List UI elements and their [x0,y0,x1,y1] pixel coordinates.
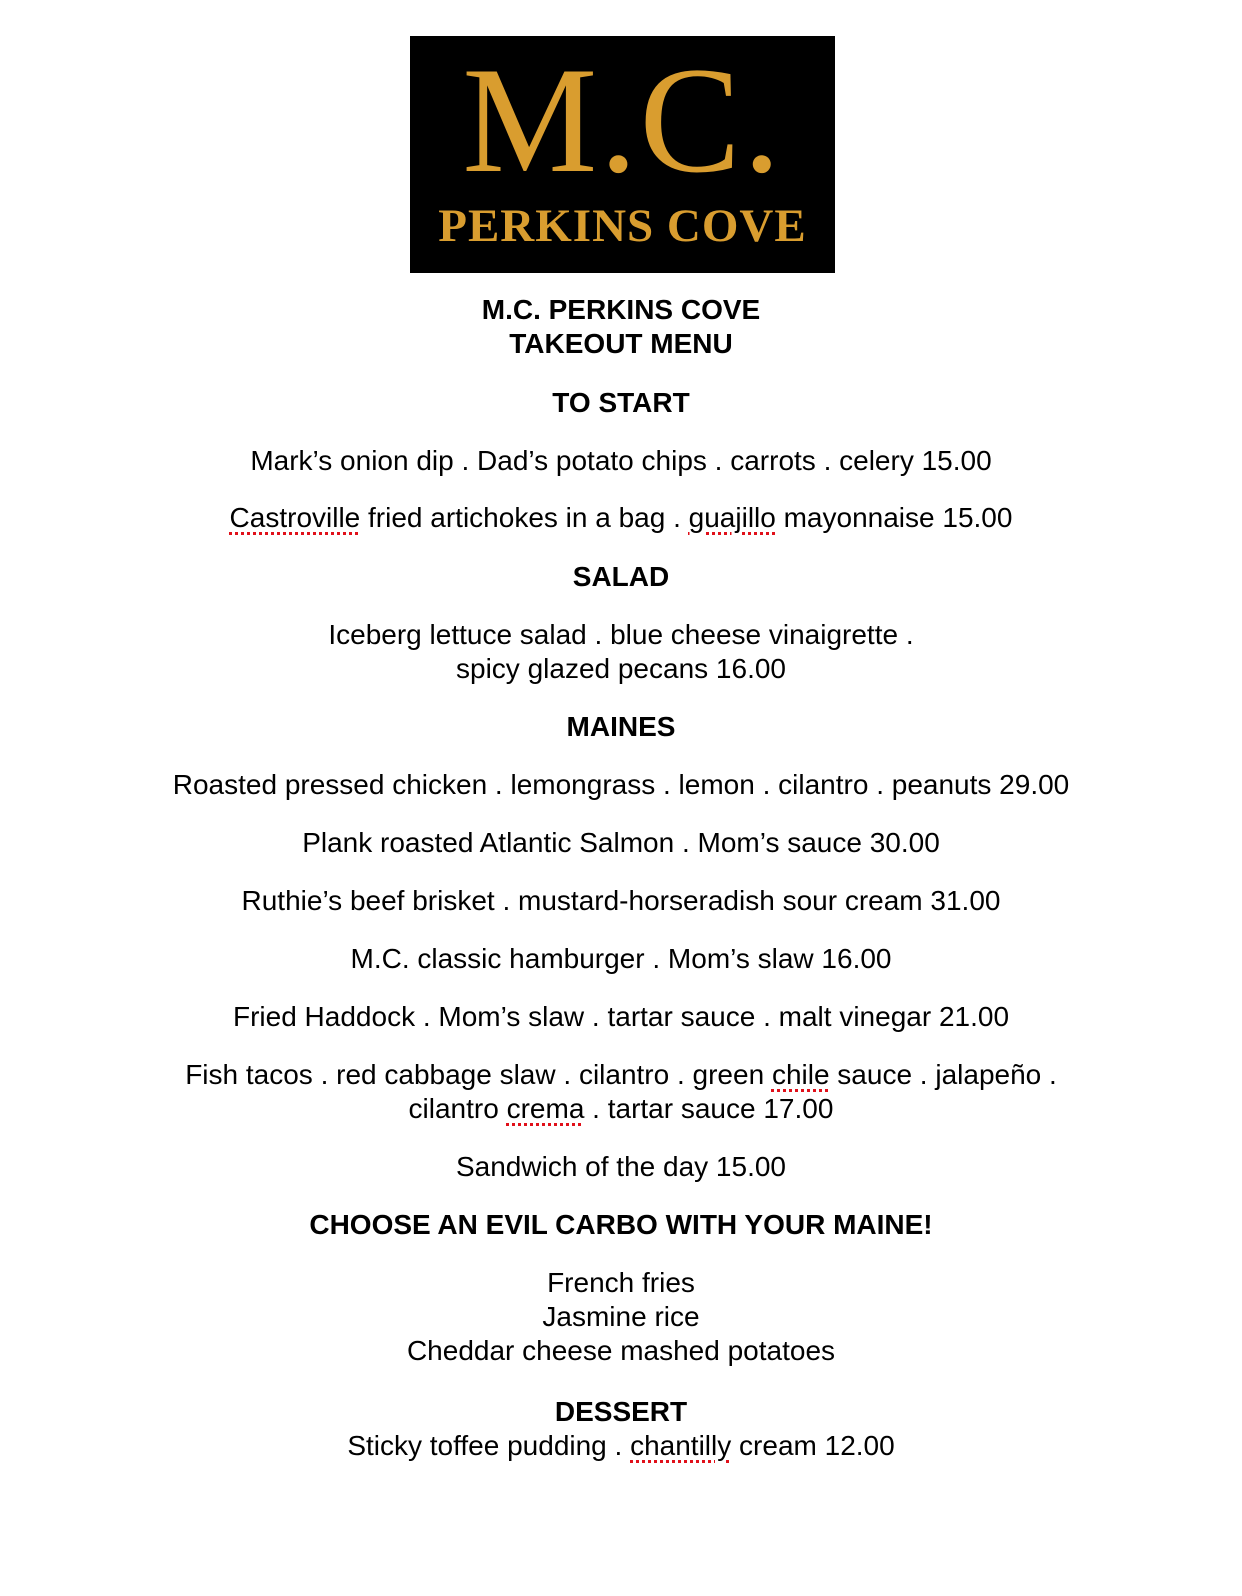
spellcheck-word: crema [506,1093,585,1124]
menu-item-hamburger: M.C. classic hamburger . Mom’s slaw 16.00 [350,943,892,974]
logo-monogram: M.C. [462,36,783,204]
spellcheck-word: chantilly [630,1430,732,1461]
menu-item-brisket: Ruthie’s beef brisket . mustard-horseradish sour cream 31.00 [241,885,1001,916]
menu-item-chicken: Roasted pressed chicken . lemongrass . lemon . cilantro . peanuts 29.00 [172,769,1070,800]
section-heading-salad: SALAD [572,561,670,592]
menu-item-iceberg-line-1: Iceberg lettuce salad . blue cheese vinaigrette . [328,619,914,650]
menu-title-line-2: TAKEOUT MENU [509,328,733,359]
menu-item-iceberg-line-2: spicy glazed pecans 16.00 [456,653,786,684]
carbo-option: Cheddar cheese mashed potatoes [406,1335,836,1366]
menu-item-artichokes: Castroville fried artichokes in a bag . guajillo mayonnaise 15.00 [229,502,1013,533]
carbo-option: Jasmine rice [542,1301,700,1332]
spellcheck-word: Castroville [229,502,361,533]
section-heading-to-start: TO START [552,387,690,418]
menu-item-fish-tacos-line-2: cilantro crema . tartar sauce 17.00 [408,1093,834,1124]
restaurant-logo [410,36,835,273]
menu-item-haddock: Fried Haddock . Mom’s slaw . tartar sauce . malt vinegar 21.00 [232,1001,1010,1032]
menu-item-salmon: Plank roasted Atlantic Salmon . Mom’s sauce 30.00 [302,827,940,858]
menu-item-onion-dip: Mark’s onion dip . Dad’s potato chips . carrots . celery 15.00 [250,445,992,476]
spellcheck-word: chile [771,1059,830,1090]
menu-item-sandwich: Sandwich of the day 15.00 [455,1151,786,1182]
menu-item-fish-tacos-line-1: Fish tacos . red cabbage slaw . cilantro . green chile sauce . jalapeño . [185,1059,1057,1090]
logo-restaurant-name: PERKINS COVE [438,200,807,252]
carbo-option: French fries [547,1267,695,1298]
menu-title-line-1: M.C. PERKINS COVE [481,294,761,325]
section-heading-maines: MAINES [566,711,676,742]
menu-item-sticky-toffee-pudding: Sticky toffee pudding . chantilly cream 12.00 [347,1430,895,1461]
section-heading-carbo: CHOOSE AN EVIL CARBO WITH YOUR MAINE! [309,1209,933,1240]
section-heading-dessert: DESSERT [554,1396,688,1427]
spellcheck-word: guajillo [688,502,776,533]
